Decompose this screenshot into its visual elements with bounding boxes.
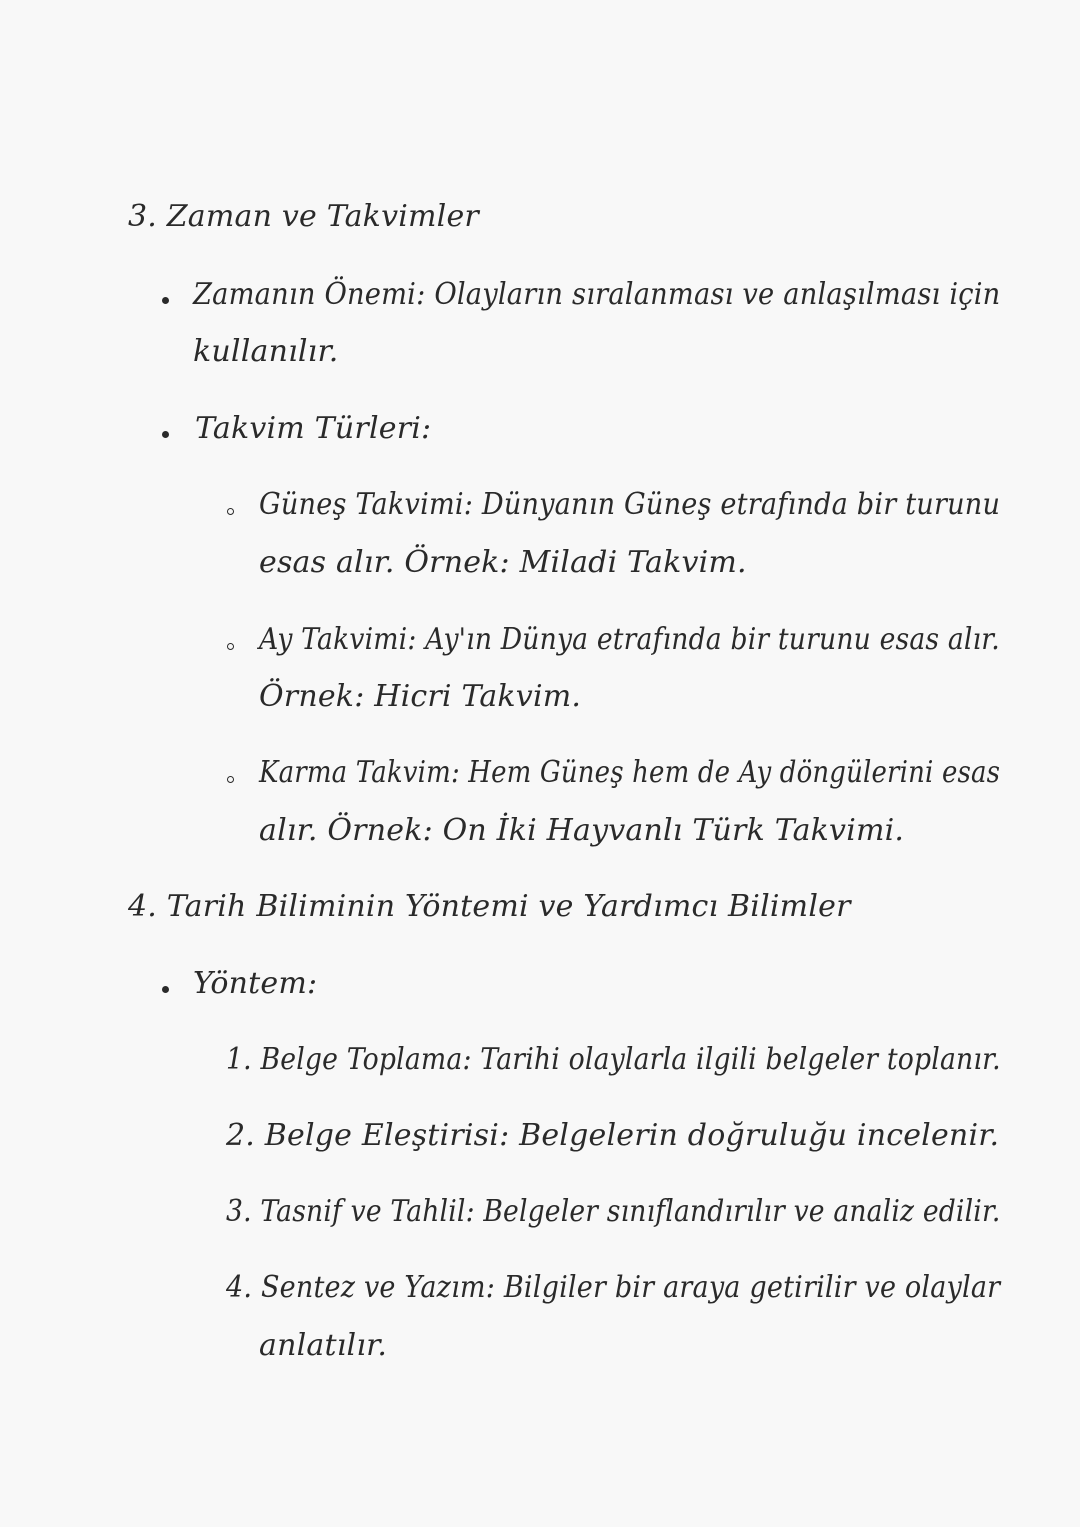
calendar-item-line-1: Ay Takvimi: Ay'ın Dünya etrafında bir turunu esas alır. [259, 622, 1000, 657]
calendar-item-line-2: esas alır. Örnek: Miladi Takvim. [259, 545, 747, 580]
bullet-circle-icon [227, 643, 234, 650]
bullet-circle-icon [227, 508, 234, 515]
method-step: 4. Sentez ve Yazım: Bilgiler bir araya getirilir ve olaylar [226, 1270, 1001, 1305]
importance-line-2: kullanılır. [193, 334, 339, 369]
method-step: 3. Tasnif ve Tahlil: Belgeler sınıflandırılır ve analiz edilir. [226, 1194, 1001, 1229]
importance-line-1: Zamanın Önemi: Olayların sıralanması ve anlaşılması için [193, 277, 1001, 312]
calendar-item-line-2: alır. Örnek: On İki Hayvanlı Türk Takvimi. [259, 813, 905, 848]
method-step-continuation: anlatılır. [259, 1328, 388, 1363]
bullet-dot-icon [162, 986, 169, 993]
method-label: Yöntem: [193, 966, 318, 1001]
method-step: 1. Belge Toplama: Tarihi olaylarla ilgili belgeler toplanır. [226, 1042, 1001, 1077]
bullet-dot-icon [162, 431, 169, 438]
calendar-item-line-2: Örnek: Hicri Takvim. [259, 679, 582, 714]
bullet-dot-icon [162, 297, 169, 304]
section-3-heading: 3. Zaman ve Takvimler [128, 199, 479, 234]
calendar-types-label: Takvim Türleri: [195, 411, 432, 446]
calendar-item-line-1: Karma Takvim: Hem Güneş hem de Ay döngülerini esas [259, 755, 1001, 790]
calendar-item-line-1: Güneş Takvimi: Dünyanın Güneş etrafında bir turunu [259, 487, 1001, 522]
section-4-heading: 4. Tarih Biliminin Yöntemi ve Yardımcı Bilimler [128, 889, 851, 924]
bullet-circle-icon [227, 776, 234, 783]
method-step: 2. Belge Eleştirisi: Belgelerin doğruluğu incelenir. [226, 1118, 1000, 1153]
